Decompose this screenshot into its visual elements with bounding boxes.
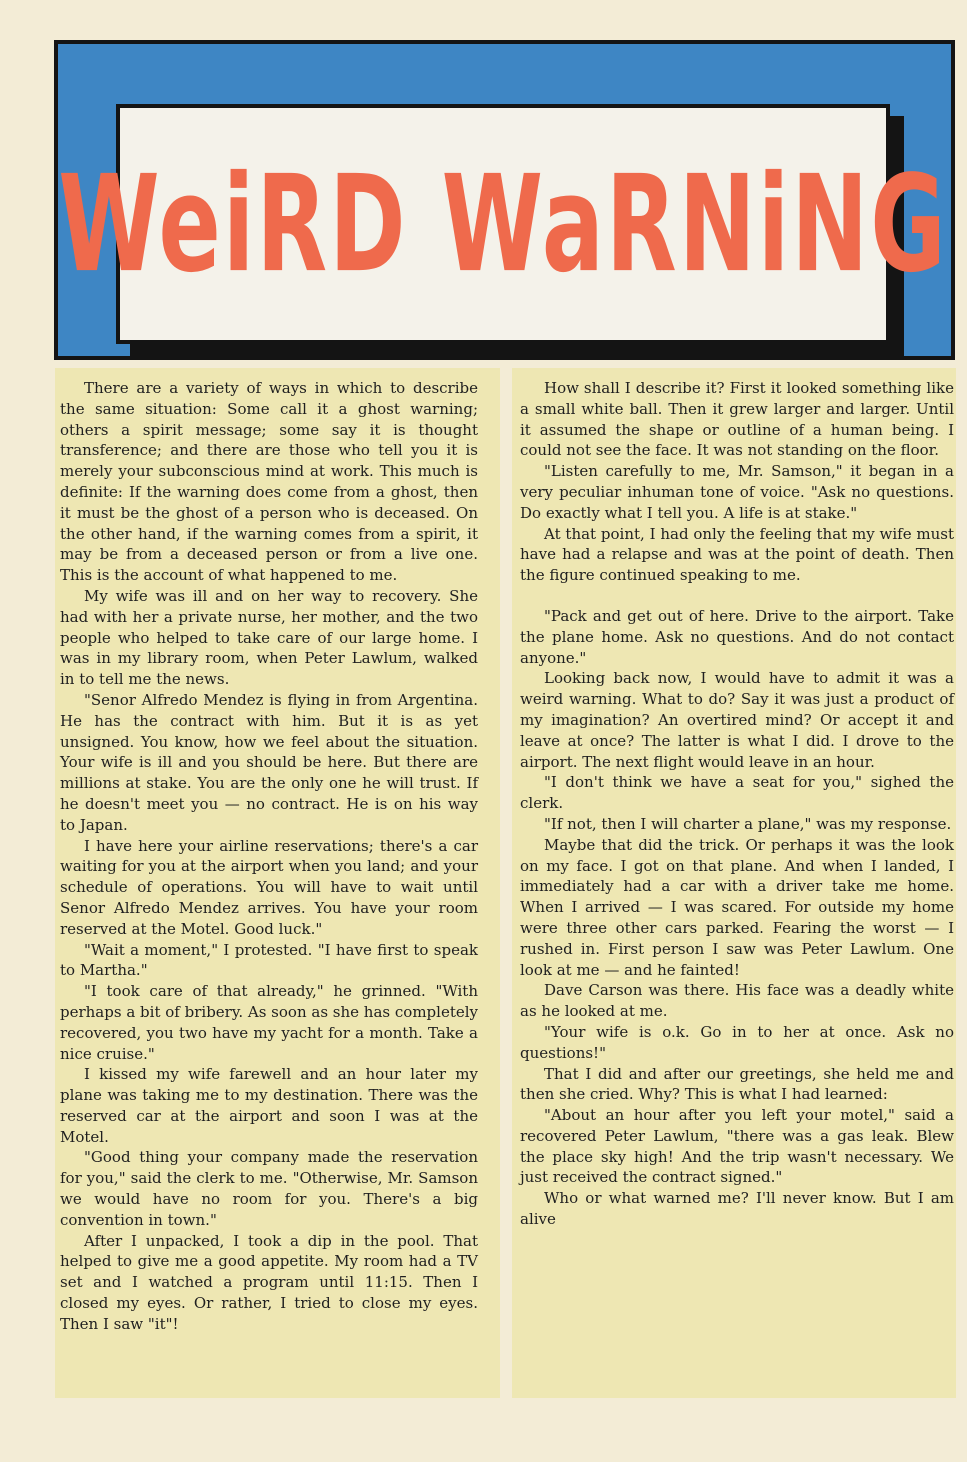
paragraph: My wife was ill and on her way to recovery. She had with her a private nurse, her mother, and the two people who helped to take care of our large home. I was in my library room, when Peter Lawlum, walked in to tell me the news. xyxy=(60,586,478,689)
page-title: WeiRD WaRNiNG xyxy=(58,146,948,302)
paragraph: "Pack and get out of here. Drive to the airport. Take the plane home. Ask no questions. And do not contact anyone." xyxy=(520,606,954,667)
paragraph: "Wait a moment," I protested. "I have first to speak to Martha." xyxy=(60,940,478,980)
story-column-left xyxy=(55,368,500,1398)
paragraph: At that point, I had only the feeling that my wife must have had a relapse and was at the point of death. Then the figure continued speaking to me. xyxy=(520,524,954,585)
paragraph: "I don't think we have a seat for you," sighed the clerk. xyxy=(520,773,954,813)
paragraph: "Senor Alfredo Mendez is flying in from Argentina. He has the contract with him. But it is as yet unsigned. You know, how we feel about the situation. Your wife is ill and you should be here. But there are millions at stake. You are the only one he will trust. If he doesn't meet you — no contract. He is on his way to Japan. xyxy=(60,690,478,834)
paragraph: How shall I describe it? First it looked something like a small white ball. Then it grew larger and larger. Until it assumed the shape or outline of a human being. I could not see the face. It was not standing on the floor. xyxy=(520,379,954,460)
paragraph: "Good thing your company made the reservation for you," said the clerk to me. "Otherwise, Mr. Samson we would have no room for you. There's a big convention in town." xyxy=(60,1148,478,1229)
paragraph: I have here your airline reservations; there's a car waiting for you at the airport when you land; and your schedule of operations. You will have to wait until Senor Alfredo Mendez arrives. You have your room reserved at the Motel. Good luck." xyxy=(60,836,478,938)
paragraph: Maybe that did the trick. Or perhaps it was the look on my face. I got on that plane. And when I landed, I immediately had a car with a driver take me home. When I arrived — I was scared. For outside my home were three other cars parked. Fearing the worst — I rushed in. First person I saw was Peter Lawlum. One look at me — and he fainted! xyxy=(520,835,954,979)
paragraph: I kissed my wife farewell and an hour later my plane was taking me to my destination. There was the reserved car at the airport and soon I was at the Motel. xyxy=(60,1065,478,1146)
paragraph: Dave Carson was there. His face was a deadly white as he looked at me. xyxy=(520,981,954,1021)
paragraph: "Your wife is o.k. Go in to her at once. Ask no questions!" xyxy=(520,1022,954,1062)
paragraph: That I did and after our greetings, she held me and then she cried. Why? This is what I had learned: xyxy=(520,1064,954,1104)
paragraph: "I took care of that already," he grinned. "With perhaps a bit of bribery. As soon as she has completely recovered, you two have my yacht for a month. Take a nice cruise." xyxy=(60,982,478,1063)
paragraph: "About an hour after you left your motel," said a recovered Peter Lawlum, "there was a gas leak. Blew the place sky high! And the trip wasn't necessary. We just received the contract signed." xyxy=(520,1106,954,1187)
title-box xyxy=(58,104,948,344)
story-column-right xyxy=(512,368,956,1398)
paragraph: Who or what warned me? I'll never know. But I am alive xyxy=(520,1189,954,1229)
paragraph: There are a variety of ways in which to describe the same situation: Some call it a ghost warning; others a spirit message; some say it is thought transference; and there are those who tell you it is merely your subconscious mind at work. This much is definite: If the warning does come from a ghost, then it must be the ghost of a person who is deceased. On the other hand, if the warning comes from a spirit, it may be from a deceased person or from a live one. This is the account of what happened to me. xyxy=(60,379,478,585)
paragraph: Looking back now, I would have to admit it was a weird warning. What to do? Say it was just a product of my imagination? An overtired mind? Or accept it and leave at once? The latter is what I did. I drove to the airport. The next flight would leave in an hour. xyxy=(520,669,954,771)
title-banner xyxy=(54,40,955,360)
paragraph: "Listen carefully to me, Mr. Samson," it began in a very peculiar inhuman tone of voice. "Ask no questions. Do exactly what I tell you. A life is at stake." xyxy=(520,462,954,522)
paragraph: "If not, then I will charter a plane," was my response. xyxy=(544,814,952,833)
paragraph: After I unpacked, I took a dip in the pool. That helped to give me a good appetite. My room had a TV set and I watched a program until 11:15. Then I closed my eyes. Or rather, I tried to close my eyes. Then I saw "it"! xyxy=(60,1231,478,1333)
